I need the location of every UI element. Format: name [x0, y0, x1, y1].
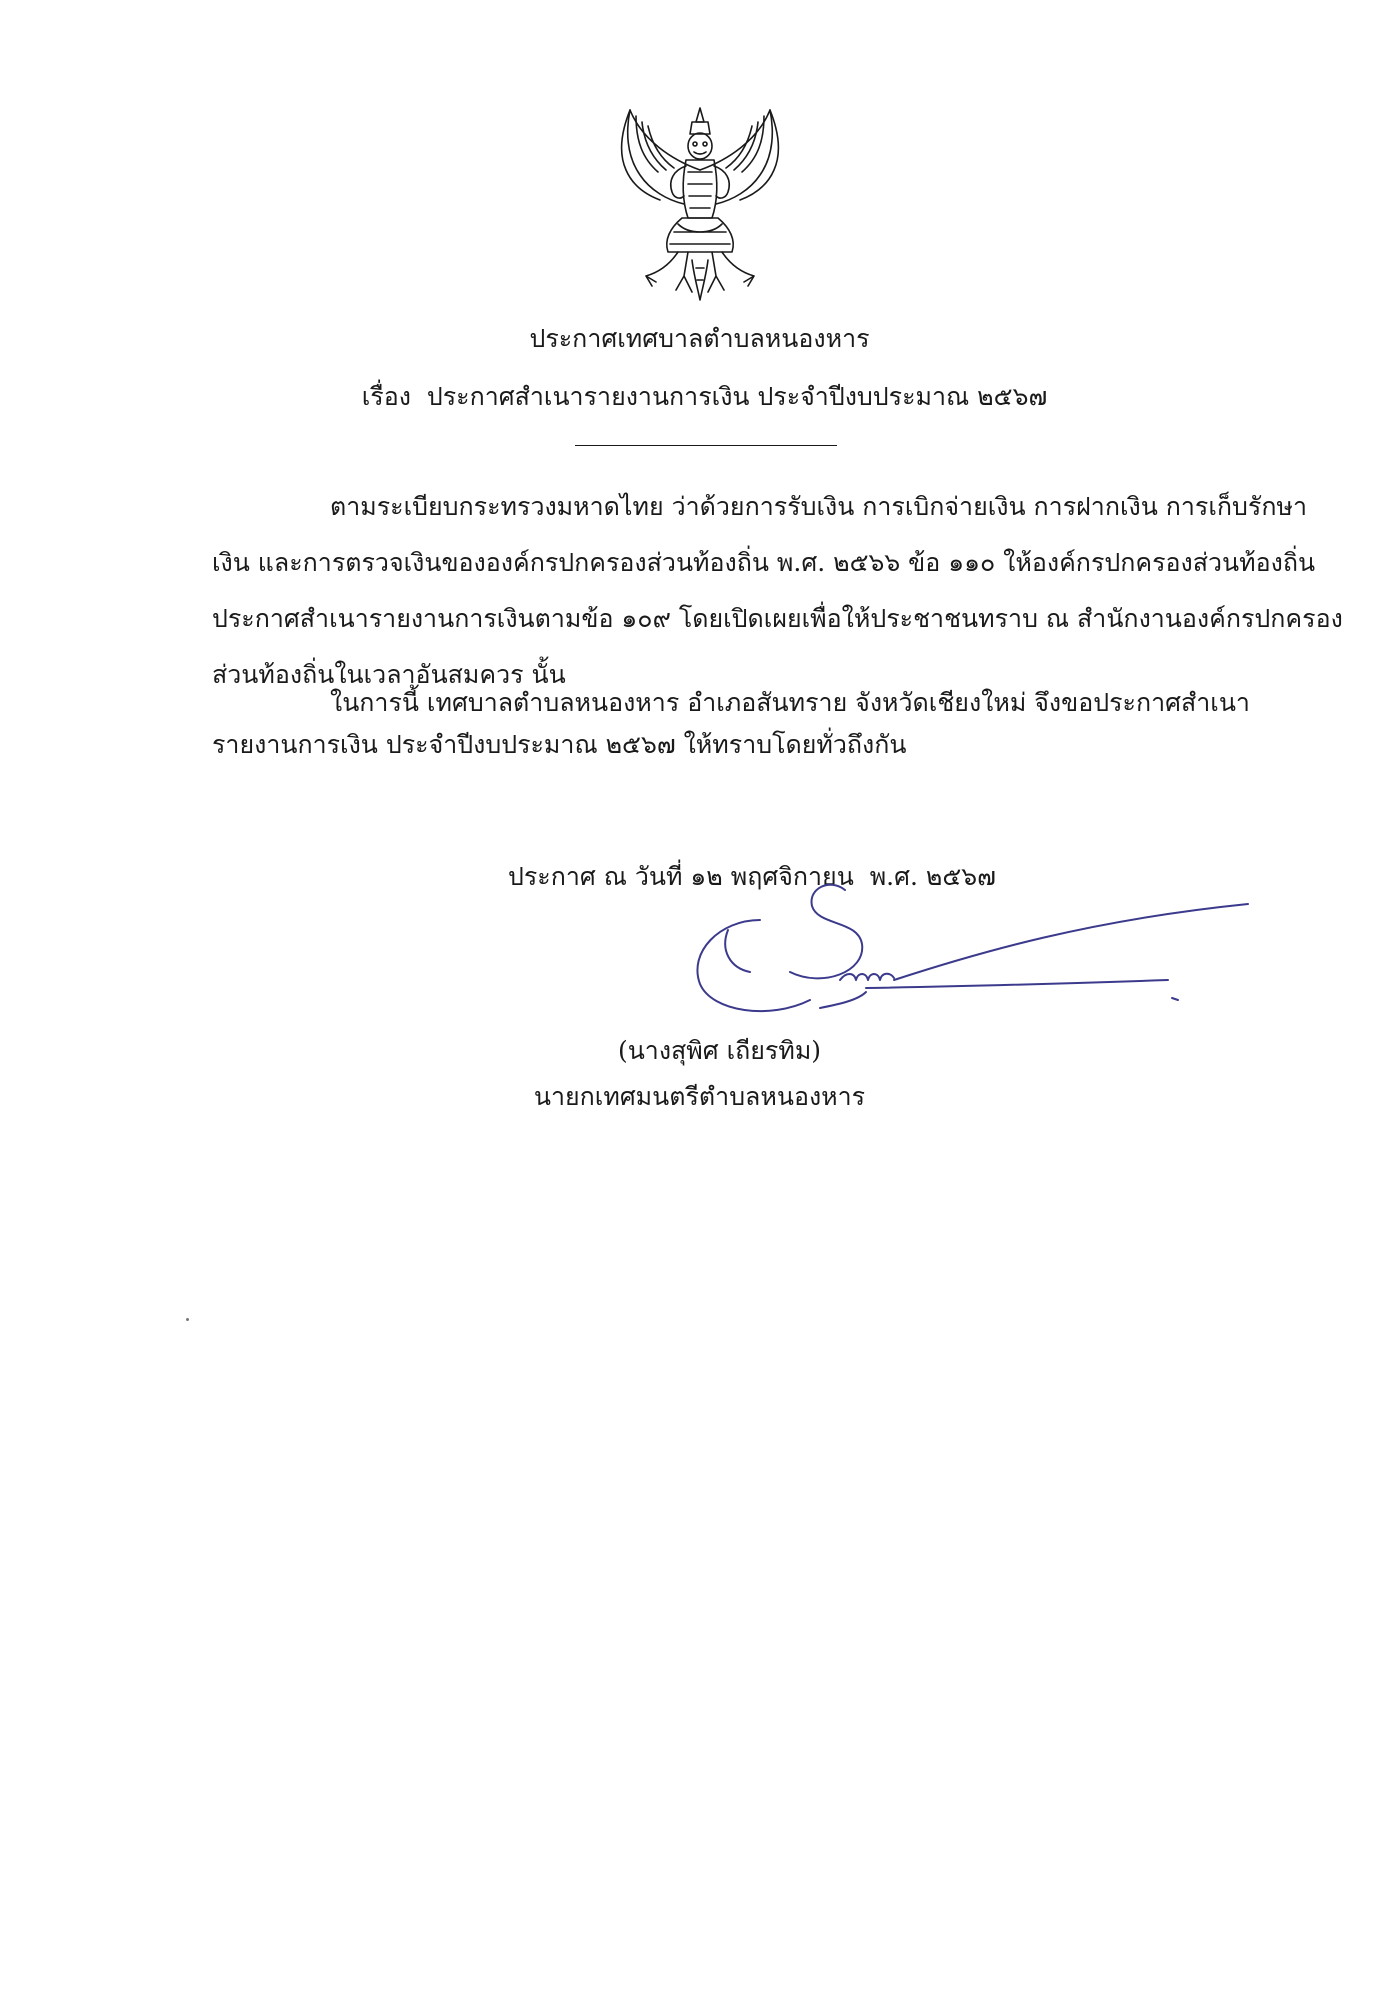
paragraph2-line: ในการนี้ เทศบาลตำบลหนองหาร อำเภอสันทราย จังหวัดเชียงใหม่ จึงขอประกาศสำเนา [330, 688, 1250, 717]
handwritten-signature [690, 880, 1250, 1030]
garuda-emblem-icon [612, 100, 788, 305]
issuer-title: ประกาศเทศบาลตำบลหนองหาร [529, 324, 870, 353]
dateline-month: พฤศจิกายน [730, 862, 854, 891]
subject-text: ประกาศสำเนารายงานการเงิน ประจำปีงบประมาณ ๒๕๖๗ [426, 382, 1048, 411]
subject-label: เรื่อง [361, 382, 411, 411]
scan-speck [186, 1318, 189, 1321]
dateline-era: พ.ศ. [869, 862, 918, 891]
paragraph1-line: ตามระเบียบกระทรวงมหาดไทย ว่าด้วยการรับเงิน การเบิกจ่ายเงิน การฝากเงิน การเก็บรักษา [330, 492, 1307, 521]
paragraph1-line: ประกาศสำเนารายงานการเงินตามข้อ ๑๐๙ โดยเปิดเผยเพื่อให้ประชาชนทราบ ณ สำนักงานองค์กรปกครอง [212, 604, 1343, 633]
dateline-prefix: ประกาศ ณ วันที่ [508, 862, 683, 891]
paragraph2-line: รายงานการเงิน ประจำปีงบประมาณ ๒๕๖๗ ให้ทราบโดยทั่วถึงกัน [212, 730, 907, 759]
dateline-day: ๑๒ [690, 862, 723, 891]
signatory-name: (นางสุพิศ เถียรทิม) [617, 1036, 822, 1065]
subject-line [0, 380, 1399, 414]
signatory-position: นายกเทศมนตรีตำบลหนองหาร [533, 1082, 866, 1111]
dateline-year: ๒๕๖๗ [925, 862, 996, 891]
paragraph1-line: เงิน และการตรวจเงินขององค์กรปกครองส่วนท้องถิ่น พ.ศ. ๒๕๖๖ ข้อ ๑๑๐ ให้องค์กรปกครองส่วนท้องถิ่น [212, 548, 1316, 577]
title-divider [575, 445, 837, 446]
paragraph1-line: ส่วนท้องถิ่นในเวลาอันสมควร นั้น [212, 660, 566, 689]
